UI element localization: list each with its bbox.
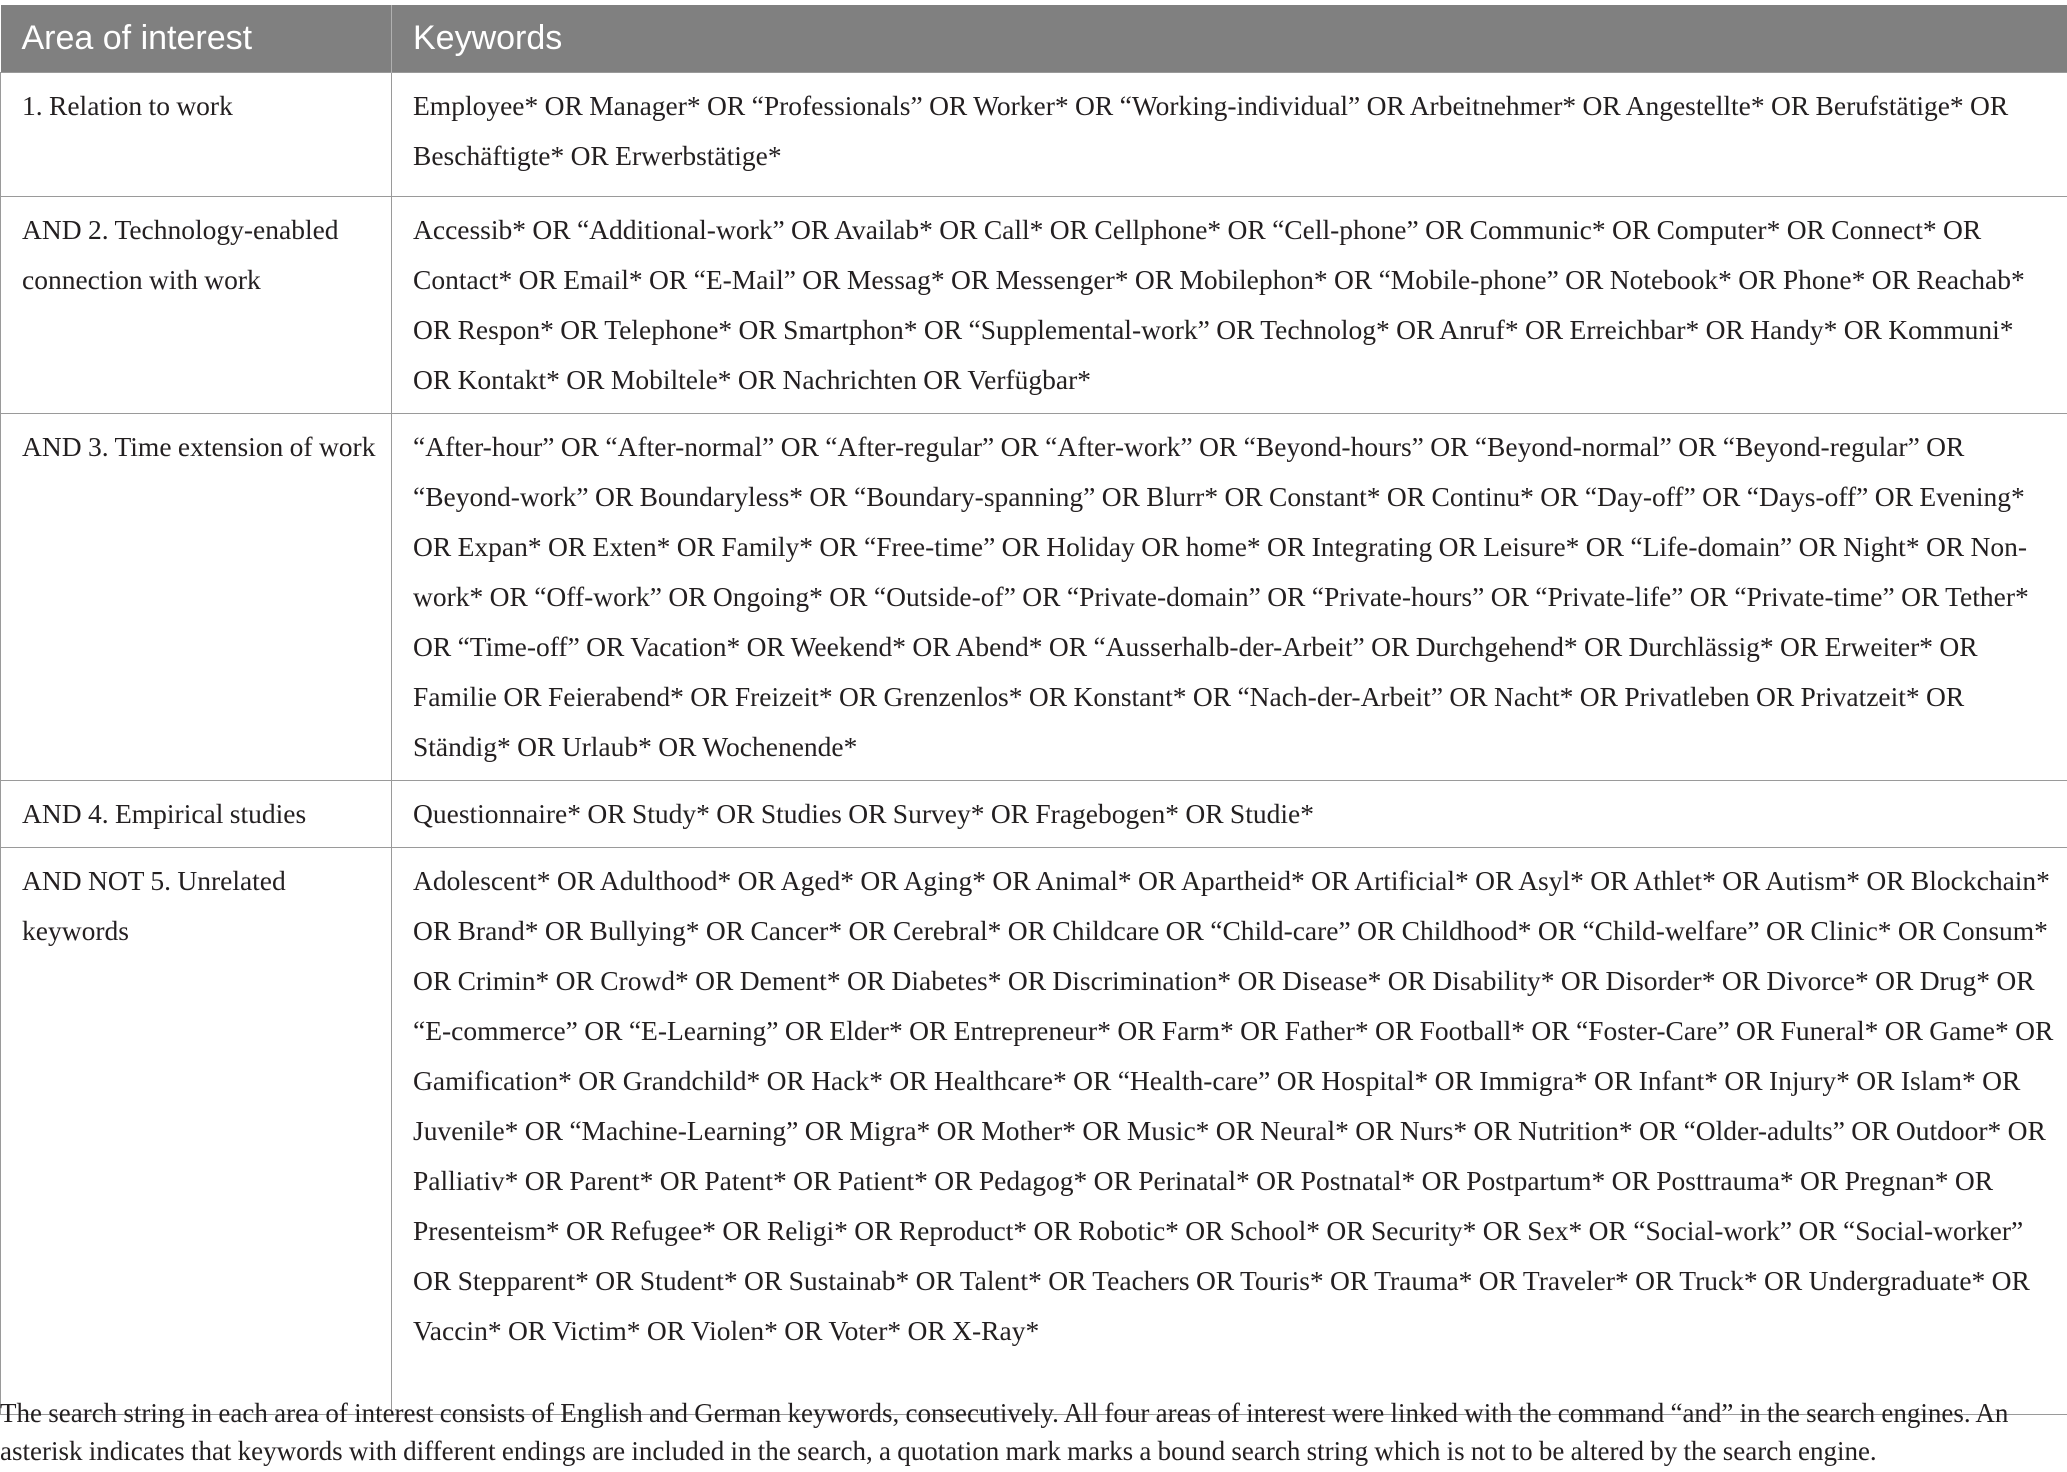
table-row <box>1 414 2067 781</box>
table-row <box>1 197 2067 414</box>
table-body <box>1 73 2067 1415</box>
area-cell: 1. Relation to work <box>1 73 392 197</box>
keywords-cell: Adolescent* OR Adulthood* OR Aged* OR Aging* OR Animal* OR Apartheid* OR Artificial* OR Asyl* OR Athlet* OR Autism* OR Blockchain* OR Brand* OR Bullying* OR Cancer* OR Cerebral* OR Childcare OR “Child-care” OR Childhood* OR “Child-welfare” OR Clinic* OR Consum* OR Crimin* OR Crowd* OR Dement* OR Diabetes* OR Discrimination* OR Disease* OR Disability* OR Disorder* OR Divorce* OR Drug* OR “E-commerce” OR “E-Learning” OR Elder* OR Entrepreneur* OR Farm* OR Father* OR Football* OR “Foster-Care” OR Funeral* OR Game* OR Gamification* OR Grandchild* OR Hack* OR Healthcare* OR “Health-care” OR Hospital* OR Immigra* OR Infant* OR Injury* OR Islam* OR Juvenile* OR “Machine-Learning” OR Migra* OR Mother* OR Music* OR Neural* OR Nurs* OR Nutrition* OR “Older-adults” OR Outdoor* OR Palliativ* OR Parent* OR Patent* OR Patient* OR Pedagog* OR Perinatal* OR Postnatal* OR Postpartum* OR Posttrauma* OR Pregnan* OR Presenteism* OR Refugee* OR Religi* OR Reproduct* OR Robotic* OR School* OR Security* OR Sex* OR “Social-work” OR “Social-worker” OR Stepparent* OR Student* OR Sustainab* OR Talent* OR Teachers OR Touris* OR Trauma* OR Traveler* OR Truck* OR Undergraduate* OR Vaccin* OR Victim* OR Violen* OR Voter* OR X-Ray* <box>392 848 2067 1415</box>
keywords-cell: Accessib* OR “Additional-work” OR Availab* OR Call* OR Cellphone* OR “Cell-phone” OR Communic* OR Computer* OR Connect* OR Contact* OR Email* OR “E-Mail” OR Messag* OR Messenger* OR Mobilephon* OR “Mobile-phone” OR Notebook* OR Phone* OR Reachab* OR Respon* OR Telephone* OR Smartphon* OR “Supplemental-work” OR Technolog* OR Anruf* OR Erreichbar* OR Handy* OR Kommuni* OR Kontakt* OR Mobiltele* OR Nachrichten OR Verfügbar* <box>392 197 2067 414</box>
table-row <box>1 781 2067 848</box>
area-cell: AND 2. Technology-enabled connection with work <box>1 197 392 414</box>
header-row <box>1 5 2067 73</box>
keywords-table-container <box>0 5 2067 1415</box>
table-row <box>1 73 2067 197</box>
keywords-table <box>0 5 2067 1415</box>
keywords-cell: “After-hour” OR “After-normal” OR “After-regular” OR “After-work” OR “Beyond-hours” OR “Beyond-normal” OR “Beyond-regular” OR “Beyond-work” OR Boundaryless* OR “Boundary-spanning” OR Blurr* OR Constant* OR Continu* OR “Day-off” OR “Days-off” OR Evening* OR Expan* OR Exten* OR Family* OR “Free-time” OR Holiday OR home* OR Integrating OR Leisure* OR “Life-domain” OR Night* OR Non-work* OR “Off-work” OR Ongoing* OR “Outside-of” OR “Private-domain” OR “Private-hours” OR “Private-life” OR “Private-time” OR Tether* OR “Time-off” OR Vacation* OR Weekend* OR Abend* OR “Ausserhalb-der-Arbeit” OR Durchgehend* OR Durchlässig* OR Erweiter* OR Familie OR Feierabend* OR Freizeit* OR Grenzenlos* OR Konstant* OR “Nach-der-Arbeit” OR Nacht* OR Privatleben OR Privatzeit* OR Ständig* OR Urlaub* OR Wochenende* <box>392 414 2067 781</box>
keywords-cell: Questionnaire* OR Study* OR Studies OR Survey* OR Fragebogen* OR Studie* <box>392 781 2067 848</box>
table-header <box>1 5 2067 73</box>
column-header-keywords: Keywords <box>392 5 2067 73</box>
area-cell: AND NOT 5. Unrelated keywords <box>1 848 392 1415</box>
table-footnote: The search string in each area of interest consists of English and German keywords, consecutively. All four areas of interest were linked with the command “and” in the search engines. An asterisk indicates that keywords with different endings are included in the search, a quotation mark marks a bound search string which is not to be altered by the search engine. <box>0 1398 2009 1466</box>
table-row <box>1 848 2067 1415</box>
column-header-area: Area of interest <box>1 5 392 73</box>
area-cell: AND 3. Time extension of work <box>1 414 392 781</box>
area-cell: AND 4. Empirical studies <box>1 781 392 848</box>
keywords-cell: Employee* OR Manager* OR “Professionals” OR Worker* OR “Working-individual” OR Arbeitnehmer* OR Angestellte* OR Berufstätige* OR Beschäftigte* OR Erwerbstätige* <box>392 73 2067 197</box>
